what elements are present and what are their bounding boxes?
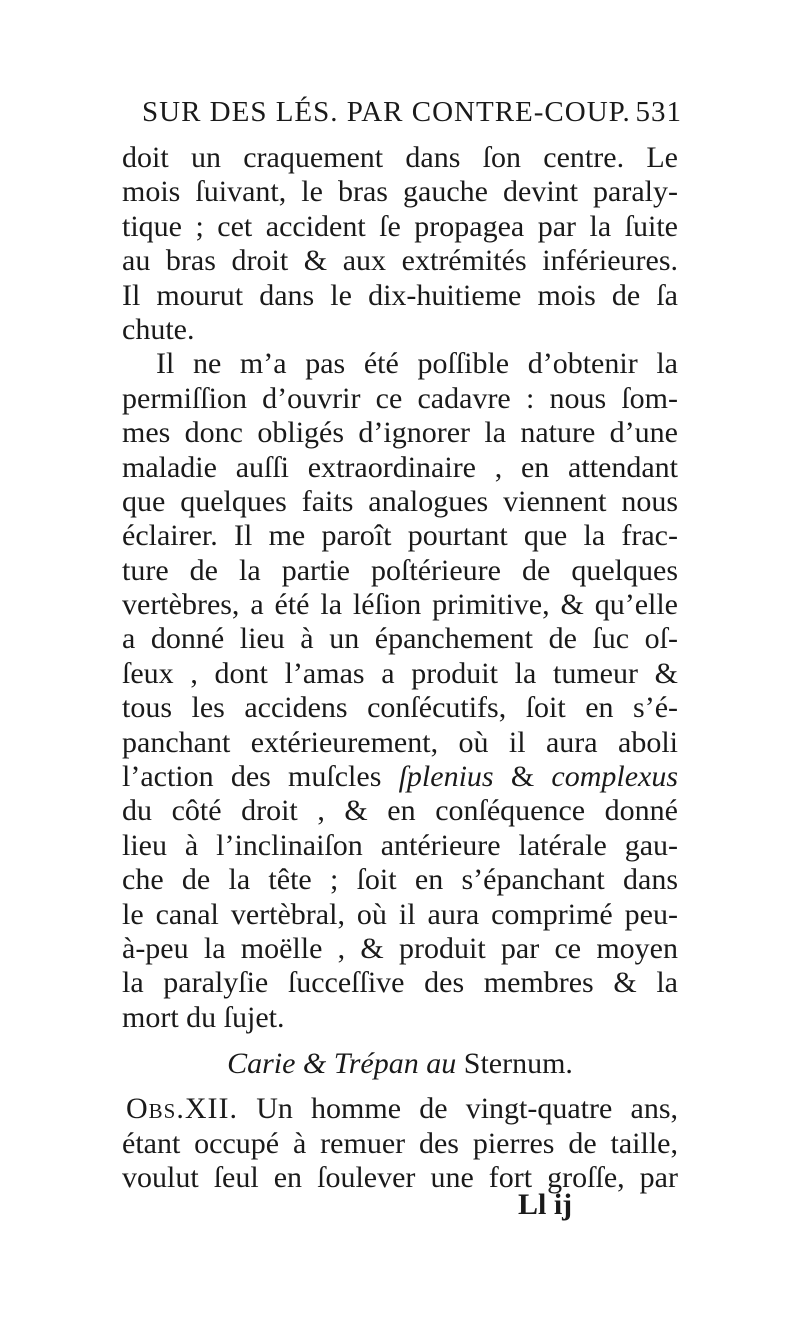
text-run: & — [493, 760, 552, 794]
text-line: vertèbres, a été la léſion primitive, & qu’elle — [122, 588, 678, 622]
text-line: étant occupé à remuer des pierres de taille, — [122, 1126, 678, 1160]
text-line: que quelques faits analogues viennent nous — [122, 484, 678, 518]
text-line: doit un craquement dans ſon centre. Le — [122, 141, 678, 174]
running-head-title: SUR DES LÉS. PAR CONTRE-COUP. — [142, 96, 631, 128]
text-line: ture de la partie poſtérieure de quelques — [122, 553, 678, 587]
signature-mark: Ll ij — [518, 1188, 573, 1221]
text-line: mois ſuivant, le bras gauche devint paraly- — [122, 175, 678, 209]
observation-label: Obs.XII. — [126, 1092, 238, 1126]
text-line: mort du ſujet. — [122, 1000, 285, 1034]
text-line: tous les accidens conſécutifs, ſoit en s’é- — [122, 691, 678, 725]
body-text — [122, 141, 678, 1195]
text-line: chute. — [122, 312, 195, 346]
text-line: la paralyſie ſucceſſive des membres & la — [122, 966, 678, 1000]
text-line: mes donc obligés d’ignorer la nature d’une — [122, 416, 678, 450]
italic-term: complexus — [551, 760, 678, 794]
paragraph-continuation — [122, 141, 678, 347]
text-line: au bras droit & aux extrémités inférieures. — [122, 244, 678, 278]
text-line — [122, 1092, 678, 1126]
text-line: tique ; cet accident ſe propagea par la ſuite — [122, 209, 678, 243]
text-line: voulut ſeul en ſoulever une fort groſſe, par — [122, 1160, 678, 1194]
running-head — [142, 96, 702, 140]
text-line: du côté droit , & en conſéquence donné — [122, 794, 678, 828]
text-run: l’action des muſcles — [122, 760, 399, 794]
text-run: Un homme de vingt-quatre ans, — [256, 1092, 678, 1126]
text-line: à-peu la moëlle , & produit par ce moyen — [122, 931, 678, 965]
observation-paragraph — [122, 1092, 678, 1195]
section-heading-italic: Carie & Trépan au — [227, 1047, 457, 1081]
text-line: panchant extérieurement, où il aura aboli — [122, 725, 678, 759]
text-line: le canal vertèbral, où il aura comprimé peu- — [122, 897, 678, 931]
text-line: permiſſion d’ouvrir ce cadavre : nous ſom- — [122, 381, 678, 415]
text-line: lieu à l’inclinaiſon antérieure latérale gau- — [122, 828, 678, 862]
italic-term: ſplenius — [398, 760, 494, 794]
paragraph-discussion — [122, 347, 678, 1035]
text-line: che de la tête ; ſoit en s’épanchant dans — [122, 863, 678, 897]
text-line: Il mourut dans le dix-huitieme mois de ſa — [122, 278, 678, 312]
text-line: a donné lieu à un épanchement de ſuc oſ- — [122, 622, 678, 656]
text-line-with-italics — [122, 760, 678, 794]
text-line: ſeux , dont l’amas a produit la tumeur & — [122, 656, 678, 690]
page-number: 531 — [635, 96, 682, 128]
section-heading-roman: Sternum. — [463, 1047, 573, 1081]
text-line: Il ne m’a pas été poſſible d’obtenir la — [156, 347, 678, 381]
section-heading — [122, 1035, 678, 1092]
text-line: maladie auſſi extraordinaire , en attendant — [122, 450, 678, 484]
text-line: éclairer. Il me paroît pourtant que la frac- — [122, 519, 678, 553]
